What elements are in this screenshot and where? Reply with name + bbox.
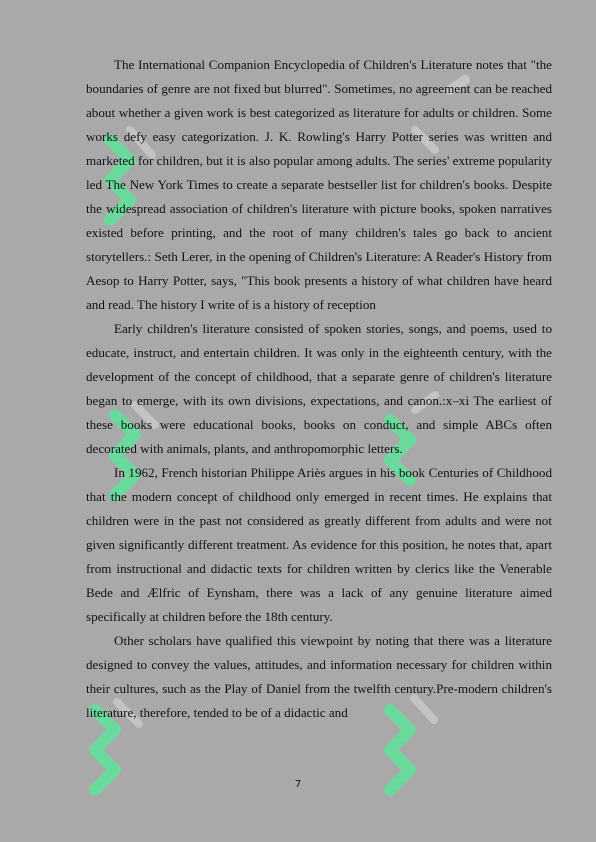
- paragraph: Other scholars have qualified this viewpoint by noting that there was a literature designed to convey the values, attitudes, and information necessary for children within their cultures, such as the Play of Daniel from the twelfth century.Pre-modern children's literature, therefore, tended to be of a didactic and: [86, 633, 552, 720]
- body-text: [86, 53, 552, 725]
- page-number: 7: [294, 779, 302, 790]
- paragraph: Early children's literature consisted of spoken stories, songs, and poems, used to educate, instruct, and entertain children. It was only in the eighteenth century, with the development of the concept of childhood, that a separate genre of children's literature began to emerge, with its own divisions, expectations, and canon.:x–xi The earliest of these books were educational books, books on conduct, and simple ABCs often decorated with animals, plants, and anthropomorphic letters.: [86, 321, 552, 456]
- paragraph: In 1962, French historian Philippe Ariès argues in his book Centuries of Childhood that the modern concept of childhood only emerged in recent times. He explains that children were in the past not considered as greatly different from adults and were not given significantly different treatment. As evidence for this position, he notes that, apart from instructional and didactic texts for children written by clerics like the Venerable Bede and Ælfric of Eynsham, there was a lack of any genuine literature aimed specifically at children before the 18th century.: [86, 465, 552, 624]
- paragraph: The International Companion Encyclopedia of Children's Literature notes that "the boundaries of genre are not fixed but blurred". Sometimes, no agreement can be reached about whether a given work is best categorized as literature for adults or children. Some works defy easy categorization. J. K. Rowling's Harry Potter series was written and marketed for children, but it is also popular among adults. The series' extreme popularity led The New York Times to create a separate bestseller list for children's books. Despite the widespread association of children's literature with picture books, spoken narratives existed before printing, and the root of many children's tales go back to ancient storytellers.: Seth Lerer, in the opening of Children's Literature: A Reader's History from Aesop to Harry Potter, says, "This book presents a history of what children have heard and read. The history I write of is a history of reception: [86, 57, 552, 312]
